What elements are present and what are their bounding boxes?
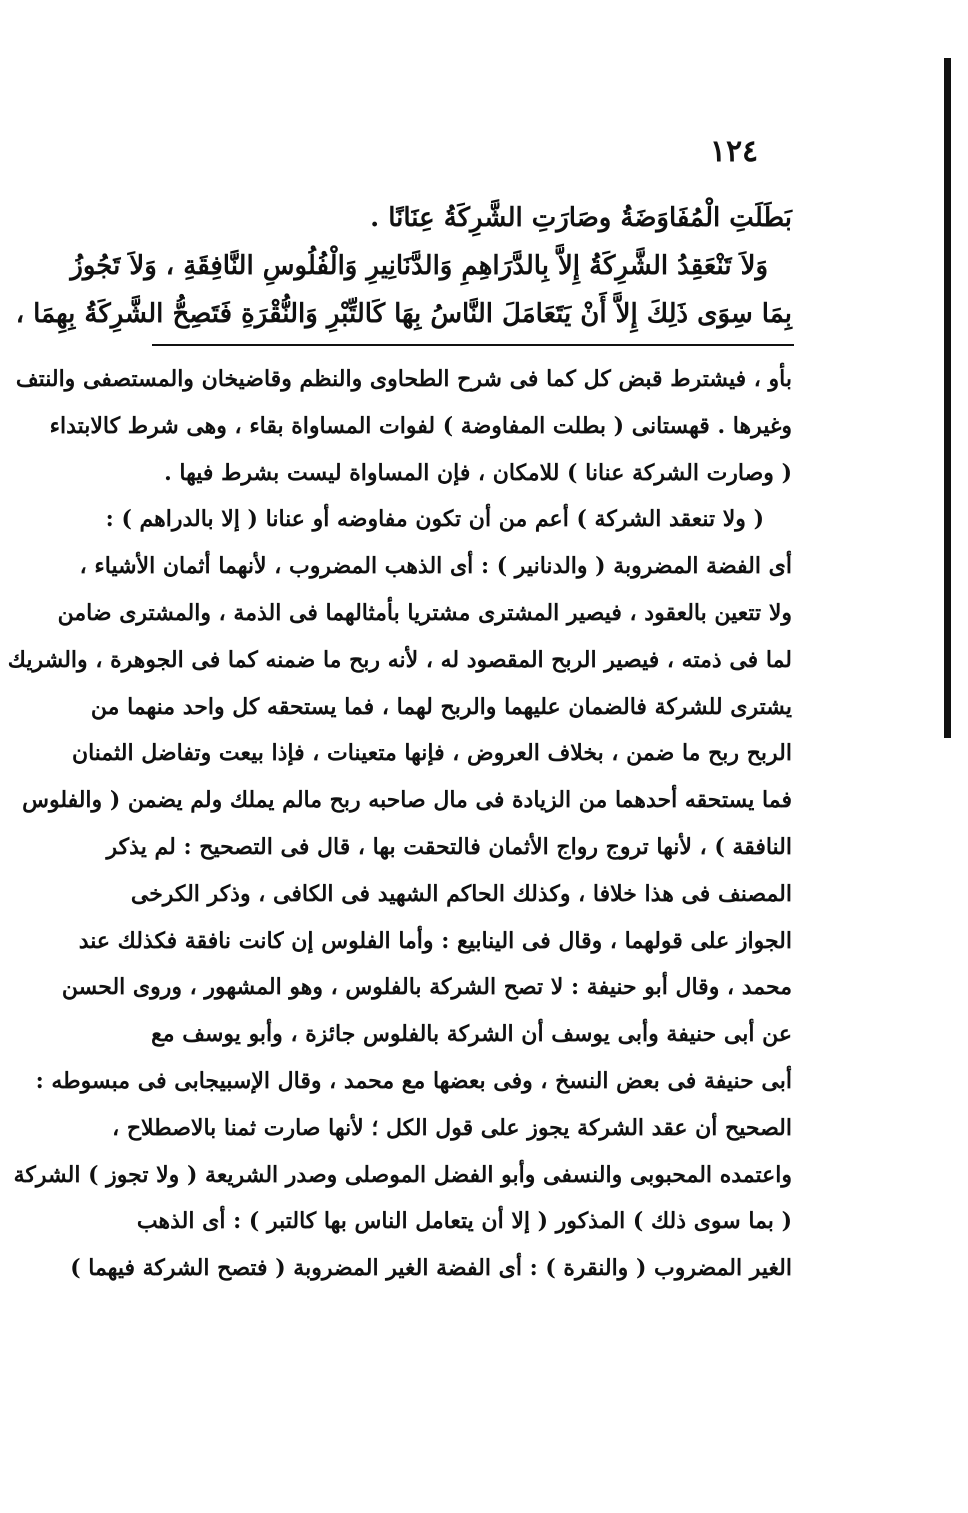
commentary-line: واعتمده المحبوبى والنسفى وأبو الفضل الموصلى وصدر الشريعة ( ولا تجوز ) الشركة (13, 1161, 792, 1188)
main-text-line: بَطَلَتِ الْمُفَاوَضَةُ وصَارَتِ الشَّرِكَةُ عِنَانًا . (370, 203, 792, 233)
main-text-line: وَلاَ تَنْعَقِدُ الشَّرِكَةُ إِلاَّ بِالدَّرَاهِمِ وَالدَّنَانِيرِ وَالْفُلُوسِ النَّافِقَةِ ، وَلاَ تَجُوزُ (70, 251, 768, 281)
commentary-line: ( بما سوى ذلك ) المذكور ( إلا أن يتعامل الناس بها كالتبر ) : أى الذهب (136, 1208, 792, 1235)
commentary-line: ولا تتعين بالعقود ، فيصير المشترى مشتريا بأمثالهما فى الذمة ، والمشترى ضامن (57, 599, 792, 626)
commentary-line: أبى حنيفة فى بعض النسخ ، وفى بعضها مع محمد ، وقال الإسبيجابى فى مبسوطه : (35, 1067, 792, 1094)
commentary-line: فما يستحقه أحدهما من الزيادة فى مال صاحبه ربح مالم يملك ولم يضمن ( والفلوس (22, 787, 792, 814)
commentary-text (7, 356, 792, 1292)
commentary-line: الجواز على قولهما ، وقال فى الينابيع : وأما الفلوس إن كانت نافقة فكذلك عند (78, 927, 792, 954)
scan-edge-bar (944, 58, 951, 738)
commentary-line: محمد ، وقال أبو حنيفة : لا تصح الشركة بالفلوس ، وهو المشهور ، وروى الحسن (61, 974, 792, 1001)
commentary-line: ( ولا تنعقد الشركة ) أعم من أن تكون مفاوضه أو عنانا ( إلا بالدراهم ) : (105, 506, 764, 533)
page-number: ١٢٤ (709, 134, 759, 169)
commentary-line: لما فى ذمته ، فيصير الربح المقصود له ، لأنه ربح ما ضمنه كما فى الجوهرة ، والشريك (7, 646, 792, 673)
commentary-line: ( وصارت الشركة عنانا ) للامكان ، فإن المساواة ليست بشرط فيها . (164, 459, 792, 486)
commentary-line: وغيرها . قهستانى ( بطلت المفاوضة ) لفوات المساواة بقاء ، وهى شرط كالابتداء (49, 412, 792, 439)
commentary-line: الغير المضروب ( والنقرة ) : أى الفضة الغير المضروبة ( فتصح الشركة فيهما ) (70, 1255, 792, 1282)
commentary-line: عن أبى حنيفة وأبى يوسف أن الشركة بالفلوس جائزة ، وأبو يوسف مع (151, 1021, 792, 1048)
main-text-line: بِمَا سِوَى ذَلِكَ إِلاَّ أَنْ يَتَعَامَلَ النَّاسُ بِهَا كَالتِّبْرِ وَالنُّقْرَةِ فَتَصِحُّ الشَّرِكَةُ بِهِمَا ، (15, 299, 792, 329)
commentary-line: النافقة ) ، لأنها تروج رواج الأثمان فالتحقت بها ، قال فى التصحيح : لم يذكر (106, 833, 792, 860)
commentary-line: الصحيح أن عقد الشركة يجوز على قول الكل ؛ لأنها صارت ثمنا بالاصطلاح ، (112, 1114, 792, 1141)
text-divider (152, 344, 794, 346)
commentary-line: بأو ، فيشترط قبض كل كما فى شرح الطحاوى والنظم وقاضيخان والمستصفى والنتف (15, 366, 792, 392)
commentary-line: المصنف فى هذا خلافا ، وكذلك الحاكم الشهيد فى الكافى ، وذكر الكرخى (130, 880, 792, 907)
main-text (15, 194, 792, 338)
commentary-line: أى الفضة المضروبة ( والدنانير ) : أى الذهب المضروب ، لأنهما أثمان الأشياء ، (79, 553, 792, 580)
commentary-line: يشترى للشركة فالضمان عليهما والربح لهما ، فما يستحقه كل واحد منهما من (90, 693, 792, 720)
commentary-line: الربح ربح ما ضمن ، بخلاف العروض ، فإنها متعينات ، فإذا بيعت وتفاضل الثمنان (71, 740, 792, 767)
